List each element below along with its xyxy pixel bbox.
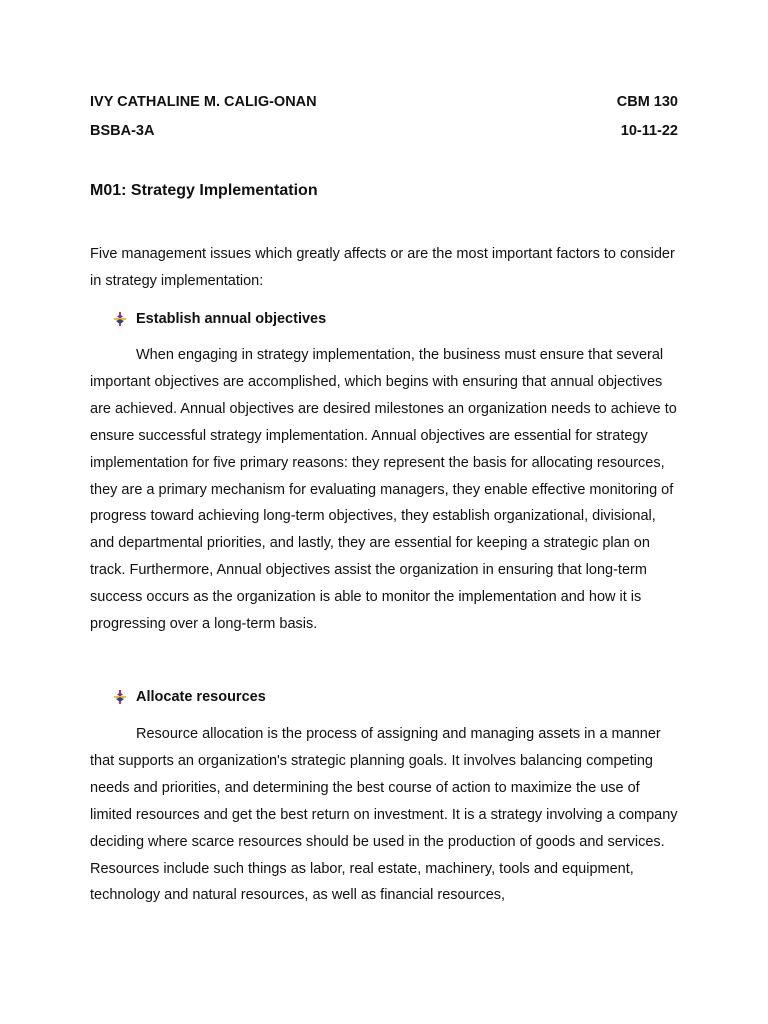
intro-paragraph: Five management issues which greatly affects or are the most important factors to consider in strategy implementation: bbox=[90, 246, 675, 289]
section-heading-1 bbox=[114, 309, 326, 329]
bullet-icon bbox=[114, 690, 126, 704]
section-heading-label: Establish annual objectives bbox=[136, 311, 327, 327]
author-name: IVY CATHALINE M. CALIG-ONAN bbox=[90, 94, 317, 110]
document-date: 10-11-22 bbox=[620, 123, 678, 139]
section-heading-label: Allocate resources bbox=[136, 689, 266, 705]
course-code: CBM 130 bbox=[616, 94, 678, 110]
bullet-icon bbox=[114, 312, 126, 326]
section-heading-2 bbox=[114, 687, 266, 707]
document-title: M01: Strategy Implementation bbox=[90, 182, 318, 199]
section-name: BSBA-3A bbox=[90, 123, 155, 139]
section-body-1: When engaging in strategy implementation, the business must ensure that several important objectives are accomplished, which begins with ensuring that annual objectives are achieved. Annual objectives are desired milestones an organization needs to achieve to ensure successful strategy implementation. Annual objectives are essential for strategy implementation for five primary reasons: they represent the basis for allocating resources, they are a primary mechanism for evaluating managers, they enable effective monitoring of progress toward achieving long-term objectives, they establish organizational, divisional, and departmental priorities, and lastly, they are essential for keeping a strategic plan on track. Furthermore, Annual objectives assist the organization in ensuring that long-term success occurs as the organization is able to monitor the implementation and how it is progressing over a long-term basis. bbox=[90, 347, 677, 633]
section-body-2: Resource allocation is the process of assigning and managing assets in a manner that supports an organization's strategic planning goals. It involves balancing competing needs and priorities, and determining the best course of action to maximize the use of limited resources and get the best return on investment. It is a strategy involving a company deciding where scarce resources should be used in the production of goods and services. Resources include such things as labor, real estate, machinery, tools and equipment, technology and natural resources, as well as financial resources, bbox=[90, 726, 678, 904]
